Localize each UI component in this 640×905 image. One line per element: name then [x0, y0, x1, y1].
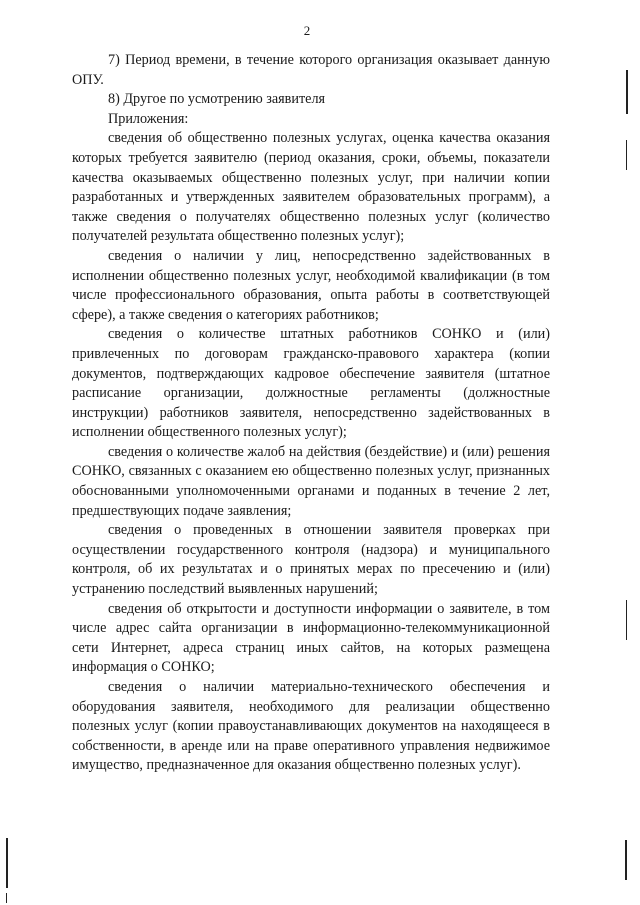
paragraph-period: 7) Период времени, в течение которого организация оказывает данную ОПУ.: [72, 52, 550, 88]
scan-edge-mark: [6, 893, 7, 903]
page-number: 2: [303, 23, 311, 38]
scan-edge-mark: [626, 600, 627, 640]
paragraph-inspections-info: сведения о проведенных в отношении заявителя проверках при осуществлении государственного контроля (надзора) и муниципального контроля, об их результатах и о принятых мерах по пресечению и (или) устранению последствий выявленных нарушений;: [72, 522, 550, 598]
paragraph-other: 8) Другое по усмотрению заявителя: [108, 91, 326, 108]
paragraph-openness-info: сведения об открытости и доступности информации о заявителе, в том числе адрес сайта организации в информационно-телекоммуникационной сети Интернет, адреса страниц иных сайтов, на которых размещена информация о СОНКО;: [72, 600, 550, 676]
scan-edge-mark: [626, 70, 628, 114]
scan-edge-mark: [626, 140, 627, 170]
scan-edge-mark: [625, 840, 627, 880]
paragraph-attachments-heading: Приложения:: [108, 110, 189, 127]
paragraph-qualification-info: сведения о наличии у лиц, непосредственно задействованных в исполнении общественно полезных услуг, необходимой квалификации (в том числе профессионального образования, опыта работы в соответствующей сфере), а также сведения о категориях работников;: [72, 247, 550, 323]
scan-edge-mark: [6, 838, 8, 888]
paragraph-staff-info: сведения о количестве штатных работников СОНКО и (или) привлеченных по договорам гражданско-правового характера (копии документов, подтверждающих кадровое обеспечение заявителя (штатное расписание организации, должностные регламенты (должностные инструкции) работников заявителя, непосредственно задействованных в исполнении общественного полезных услуг);: [72, 326, 550, 441]
paragraph-complaints-info: сведения о количестве жалоб на действия (бездействие) и (или) решения СОНКО, связанных с оказанием ею общественно полезных услуг, признанных обоснованными уполномоченными органами и поданных в течение 2 лет, предшествующих подаче заявления;: [72, 443, 550, 519]
paragraph-equipment-info: сведения о наличии материально-технического обеспечения и оборудования заявителя, необходимого для реализации общественно полезных услуг (копии правоустанавливающих документов на находящееся в собственности, в аренде или на праве оперативного управления недвижимое имущество, предназначенное для оказания общественно полезных услуг).: [72, 679, 550, 774]
paragraph-services-info: сведения об общественно полезных услугах, оценка качества оказания которых требуется заявителю (период оказания, сроки, объемы, показатели качества оказываемых общественно полезных услуг, при наличии копии разработанных и утвержденных заявителем образовательных программ), а также сведения о получателях общественно полезных услуг (количество получателей результата общественно полезных услуг);: [72, 130, 550, 245]
document-body: [72, 51, 550, 776]
